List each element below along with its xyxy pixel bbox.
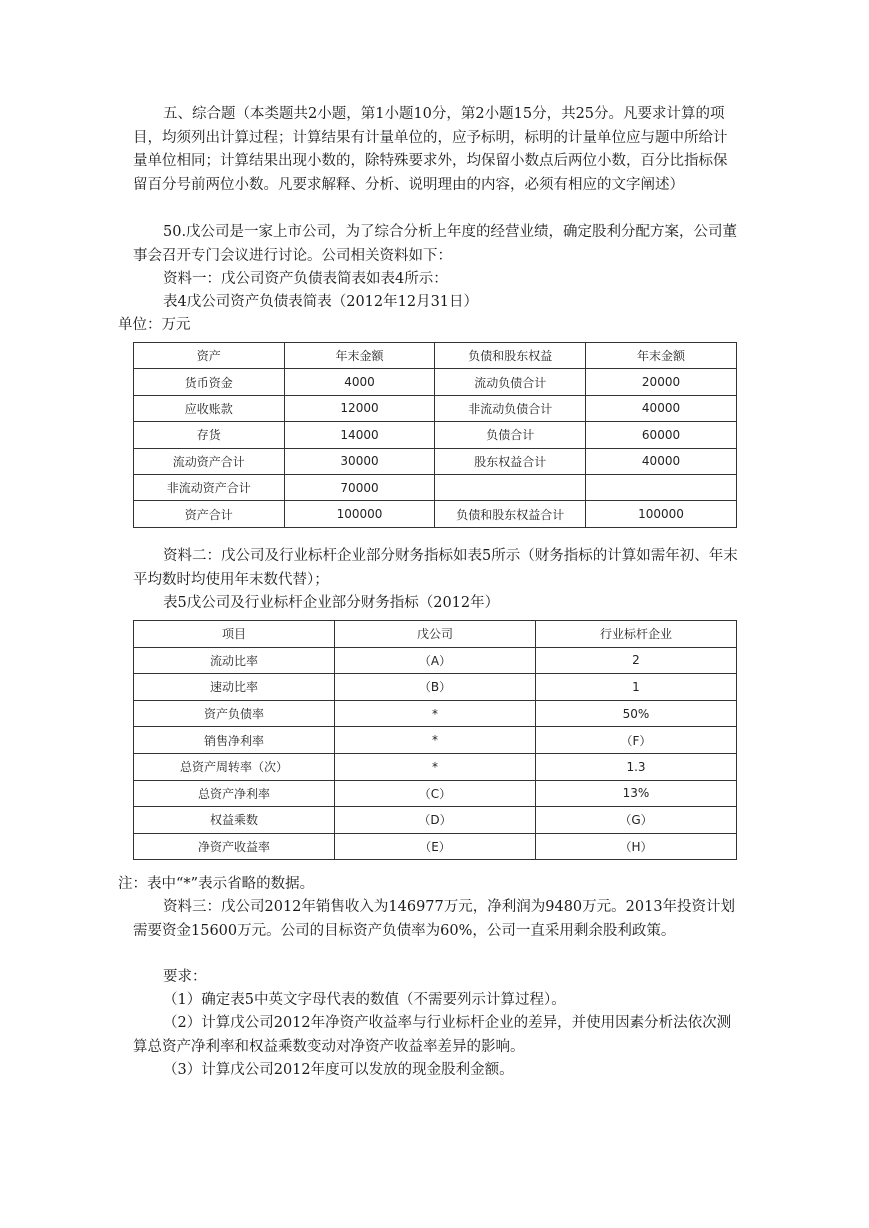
table-cell: 总资产净利率 <box>134 780 335 807</box>
table-row <box>134 395 737 421</box>
header-cell: 年末金额 <box>284 343 435 369</box>
table-row <box>134 474 737 500</box>
table-header-row <box>134 343 737 369</box>
table-row <box>134 422 737 448</box>
table-row <box>134 700 737 727</box>
table-cell: 40000 <box>586 395 737 421</box>
table-row <box>134 369 737 395</box>
requirements-label: 要求： <box>163 969 207 985</box>
table-cell: （F） <box>535 727 736 754</box>
table-cell: 资产合计 <box>134 501 285 527</box>
section-heading: 五、综合题（本类题共2小题，第1小题10分，第2小题15分，共25分。凡要求计算的项目，均须列出计算过程；计算结果有计量单位的，应予标明，标明的计量单位应与题中所给计量单位相同；计算结果出现小数的，除特殊要求外，均保留小数点后两位小数，百分比指标保留百分号前两位小数。凡要求解释、分析、说明理由的内容，必须有相应的文字阐述） <box>133 106 728 193</box>
table-cell: 70000 <box>284 474 435 500</box>
table-row <box>134 780 737 807</box>
table-cell: 权益乘数 <box>134 807 335 834</box>
table-cell: 12000 <box>284 395 435 421</box>
table-cell: * <box>335 753 536 780</box>
table-cell: 60000 <box>586 422 737 448</box>
table-cell: 存货 <box>134 422 285 448</box>
table-cell: 净资产收益率 <box>134 833 335 860</box>
table-cell: 20000 <box>586 369 737 395</box>
table-cell <box>435 474 586 500</box>
table-cell <box>586 474 737 500</box>
table-cell: （E） <box>335 833 536 860</box>
header-cell: 项目 <box>134 621 335 648</box>
table-row <box>134 448 737 474</box>
table-cell: 2 <box>535 647 736 674</box>
table-cell: 销售净利率 <box>134 727 335 754</box>
table4-caption: 表4戊公司资产负债表简表（2012年12月31日） <box>163 294 479 310</box>
requirement-1: （1）确定表5中英文字母代表的数值（不需要列示计算过程）。 <box>163 992 566 1008</box>
table-cell: 1 <box>535 674 736 701</box>
table-row <box>134 727 737 754</box>
table-cell: 流动资产合计 <box>134 448 285 474</box>
table-cell: 应收账款 <box>134 395 285 421</box>
table-cell: 100000 <box>284 501 435 527</box>
table-cell: 总资产周转率（次） <box>134 753 335 780</box>
table-cell: （G） <box>535 807 736 834</box>
header-cell: 戊公司 <box>335 621 536 648</box>
table-cell: 速动比率 <box>134 674 335 701</box>
header-cell: 年末金额 <box>586 343 737 369</box>
table-cell: 非流动资产合计 <box>134 474 285 500</box>
material-one: 资料一：戊公司资产负债表简表如表4所示： <box>163 271 448 287</box>
table-cell: （A） <box>335 647 536 674</box>
table-cell: 负债和股东权益合计 <box>435 501 586 527</box>
table-cell: 流动负债合计 <box>435 369 586 395</box>
table-cell: * <box>335 727 536 754</box>
table-row <box>134 807 737 834</box>
material-two: 资料二：戊公司及行业标杆企业部分财务指标如表5所示（财务指标的计算如需年初、年末平均数时均使用年末数代替）； <box>133 548 738 588</box>
table-note: 注：表中“*”表示省略的数据。 <box>118 876 315 892</box>
question-stem: 50.戊公司是一家上市公司，为了综合分析上年度的经营业绩，确定股利分配方案，公司董事会召开专门会议进行讨论。公司相关资料如下： <box>133 224 738 264</box>
table-cell: 货币资金 <box>134 369 285 395</box>
table-cell: 40000 <box>586 448 737 474</box>
table-row <box>134 833 737 860</box>
header-cell: 资产 <box>134 343 285 369</box>
table-cell: 30000 <box>284 448 435 474</box>
table-cell: 流动比率 <box>134 647 335 674</box>
table-cell: （B） <box>335 674 536 701</box>
balance-sheet-table <box>133 342 737 528</box>
table-cell: 14000 <box>284 422 435 448</box>
table-cell: 资产负债率 <box>134 700 335 727</box>
table-cell: 非流动负债合计 <box>435 395 586 421</box>
table-row <box>134 753 737 780</box>
table-cell: 1.3 <box>535 753 736 780</box>
requirement-2: （2）计算戊公司2012年净资产收益率与行业标杆企业的差异，并使用因素分析法依次测算总资产净利率和权益乘数变动对净资产收益率差异的影响。 <box>133 1015 732 1055</box>
table-row <box>134 647 737 674</box>
table-cell: （D） <box>335 807 536 834</box>
table5-caption: 表5戊公司及行业标杆企业部分财务指标（2012年） <box>163 595 500 611</box>
header-cell: 负债和股东权益 <box>435 343 586 369</box>
table-cell: （C） <box>335 780 536 807</box>
table-row <box>134 674 737 701</box>
table-row <box>134 501 737 527</box>
financial-indicators-table <box>133 620 737 860</box>
unit-label: 单位：万元 <box>118 317 191 333</box>
table-cell: 4000 <box>284 369 435 395</box>
table-cell: （H） <box>535 833 736 860</box>
table-header-row <box>134 621 737 648</box>
requirement-3: （3）计算戊公司2012年度可以发放的现金股利金额。 <box>163 1062 514 1078</box>
material-three: 资料三：戊公司2012年销售收入为146977万元，净利润为9480万元。2013年投资计划需要资金15600万元。公司的目标资产负债率为60%，公司一直采用剩余股利政策。 <box>133 899 736 939</box>
table-cell: 股东权益合计 <box>435 448 586 474</box>
table-cell: * <box>335 700 536 727</box>
table-cell: 13% <box>535 780 736 807</box>
header-cell: 行业标杆企业 <box>535 621 736 648</box>
table-cell: 50% <box>535 700 736 727</box>
table-cell: 负债合计 <box>435 422 586 448</box>
table-cell: 100000 <box>586 501 737 527</box>
